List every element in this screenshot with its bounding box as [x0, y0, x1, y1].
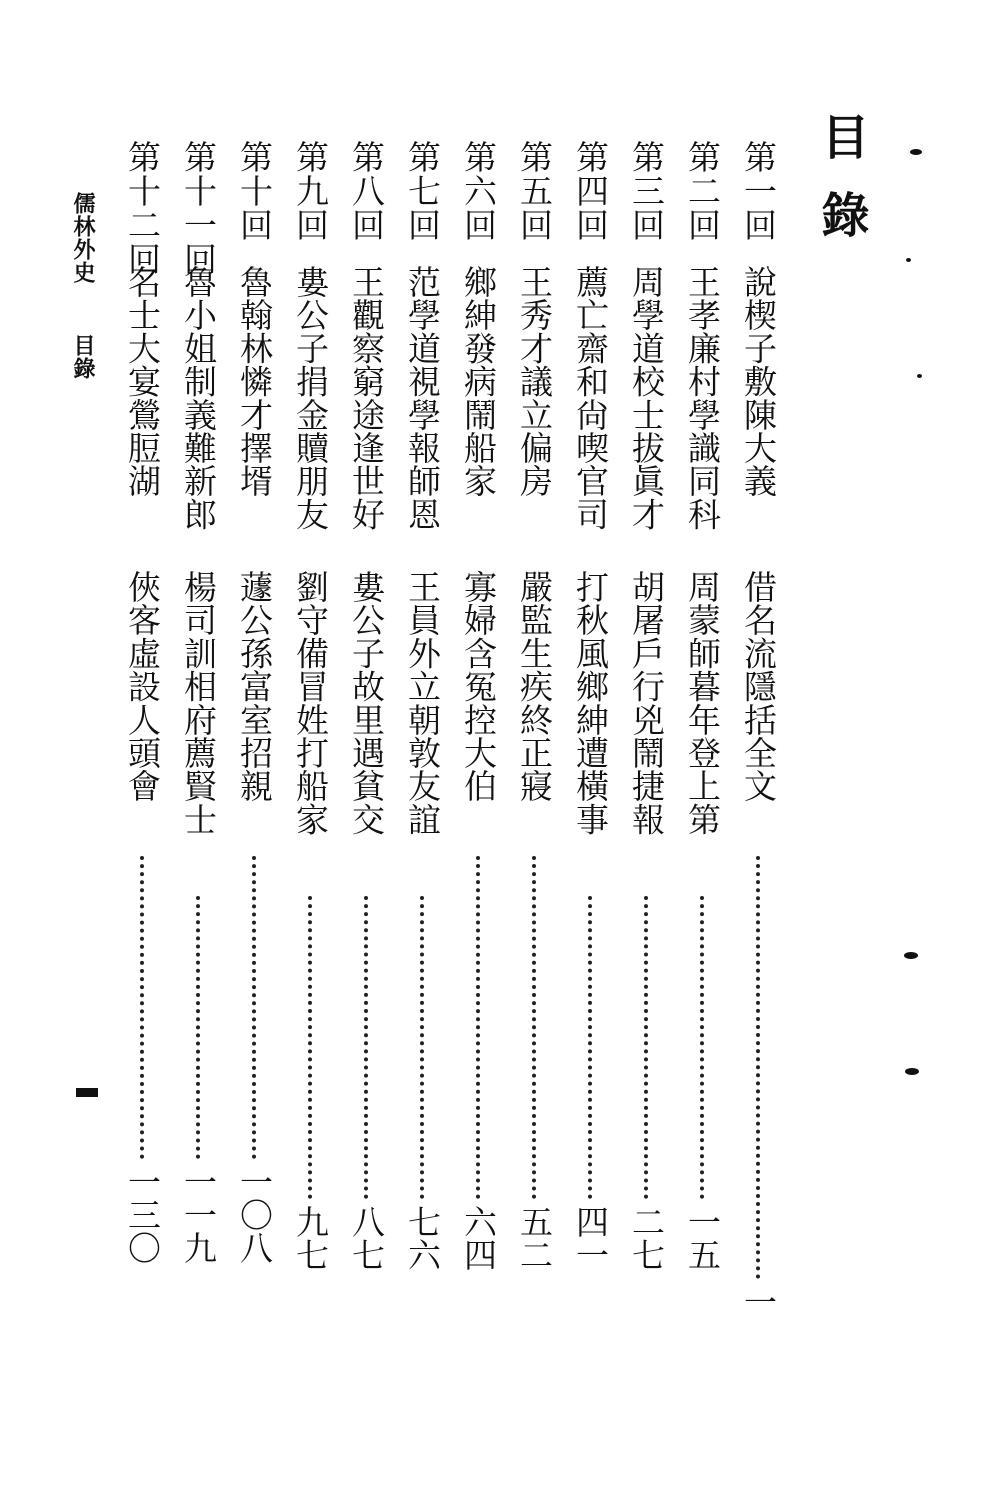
chapter-number: 第九回	[291, 140, 330, 242]
chapter-number: 第八回	[347, 140, 386, 242]
chapter-number: 第十二回	[123, 140, 162, 276]
leader-dots	[756, 856, 760, 1279]
margin-speck	[905, 1068, 919, 1075]
chapter-title-second: 俠客虛設人頭會	[123, 570, 162, 803]
chapter-title-first: 鄉紳發病鬧船家	[459, 265, 498, 498]
chapter-title-second: 王員外立朝敦友誼	[403, 570, 442, 836]
chapter-title-first: 范學道視學報師恩	[403, 265, 442, 531]
chapter-number: 第二回	[683, 140, 722, 242]
page-number: 一三〇	[123, 1165, 162, 1264]
toc-entry	[570, 140, 610, 1350]
leader-dots	[532, 856, 536, 1199]
chapter-number: 第六回	[459, 140, 498, 242]
chapter-title-second: 楊司訓相府薦賢士	[179, 570, 218, 836]
margin-speck	[906, 258, 911, 262]
page-number: 四一	[571, 1205, 610, 1271]
chapter-title-first: 婁公子捐金贖朋友	[291, 265, 330, 531]
page-title: 目錄	[813, 112, 869, 268]
toc-entry	[402, 140, 442, 1350]
chapter-title-second: 蘧公孫富室招親	[235, 570, 274, 803]
toc-entry	[346, 140, 386, 1350]
page-number: 一〇八	[235, 1165, 274, 1264]
book-title: 儒林外史	[70, 192, 96, 284]
toc-entry	[738, 140, 778, 1350]
chapter-title-second: 借名流隱括全文	[739, 570, 778, 803]
leader-dots	[476, 856, 480, 1199]
toc-entry	[122, 140, 162, 1350]
leader-dots	[196, 896, 200, 1159]
chapter-title-second: 劉守備冒姓打船家	[291, 570, 330, 836]
margin-speck	[917, 374, 922, 378]
chapter-number: 第十回	[235, 140, 274, 242]
chapter-number: 第五回	[515, 140, 554, 242]
chapter-number: 第十一回	[179, 140, 218, 276]
page-number: 八七	[347, 1205, 386, 1271]
chapter-number: 第七回	[403, 140, 442, 242]
chapter-title-second: 周蒙師暮年登上第	[683, 570, 722, 836]
page-number: 六四	[459, 1205, 498, 1271]
leader-dots	[700, 896, 704, 1199]
chapter-title-first: 名士大宴鶯脰湖	[123, 265, 162, 498]
chapter-number: 第三回	[627, 140, 666, 242]
page-number: 一五	[683, 1205, 722, 1271]
page-number: 五二	[515, 1205, 554, 1271]
toc-entry	[290, 140, 330, 1350]
folio-number	[76, 1088, 98, 1097]
leader-dots	[252, 856, 256, 1159]
folio-number-text	[0, 0, 1, 1]
chapter-title-first: 王孝廉村學識同科	[683, 265, 722, 531]
toc-entry	[682, 140, 722, 1350]
chapter-title-first: 薦亡齋和尙喫官司	[571, 265, 610, 531]
chapter-title-second: 打秋風鄉紳遭橫事	[571, 570, 610, 836]
page-number: 一一九	[179, 1165, 218, 1264]
leader-dots	[140, 856, 144, 1159]
chapter-number: 第一回	[739, 140, 778, 242]
chapter-number: 第四回	[571, 140, 610, 242]
chapter-title-second: 嚴監生疾終正寢	[515, 570, 554, 803]
toc-entry	[234, 140, 274, 1350]
chapter-title-second: 寡婦含冤控大伯	[459, 570, 498, 803]
chapter-title-second: 婁公子故里遇貧交	[347, 570, 386, 836]
chapter-title-first: 魯小姐制義難新郎	[179, 265, 218, 531]
section-label: 目錄	[70, 334, 96, 380]
leader-dots	[364, 896, 368, 1199]
chapter-title-first: 周學道校士拔眞才	[627, 265, 666, 531]
leader-dots	[308, 896, 312, 1199]
page-number: 九七	[291, 1205, 330, 1271]
chapter-title-second: 胡屠戶行兇鬧捷報	[627, 570, 666, 836]
chapter-title-first: 王秀才議立偏房	[515, 265, 554, 498]
toc-entry	[178, 140, 218, 1350]
toc-entry	[626, 140, 666, 1350]
page-number: 七六	[403, 1205, 442, 1271]
page-number: 二七	[627, 1205, 666, 1271]
leader-dots	[420, 896, 424, 1199]
chapter-title-first: 魯翰林憐才擇壻	[235, 265, 274, 498]
page-number: 一	[739, 1285, 778, 1318]
chapter-title-first: 說楔子敷陳大義	[739, 265, 778, 498]
leader-dots	[644, 896, 648, 1199]
margin-speck	[904, 952, 918, 959]
toc-entry	[514, 140, 554, 1350]
chapter-title-first: 王觀察窮途逢世好	[347, 265, 386, 531]
toc-entry	[458, 140, 498, 1350]
margin-speck	[910, 149, 922, 155]
running-footer	[70, 192, 96, 380]
leader-dots	[588, 896, 592, 1199]
